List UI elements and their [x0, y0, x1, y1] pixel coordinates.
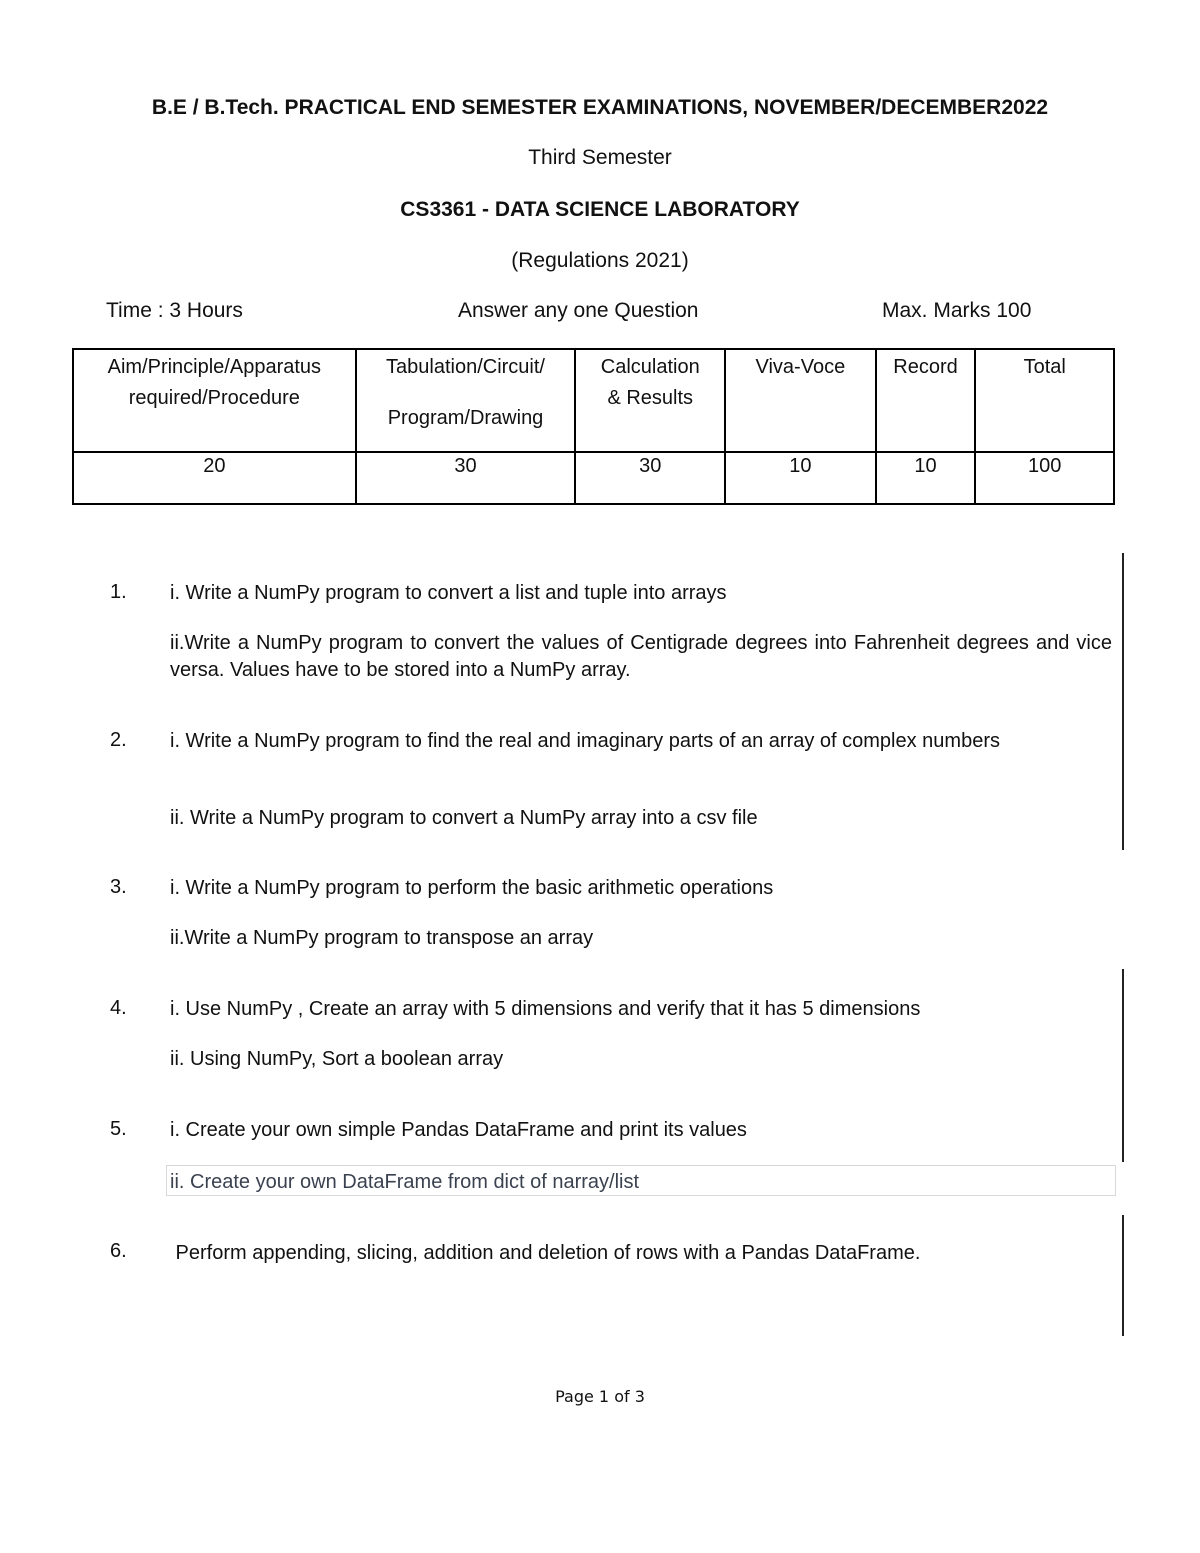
question-part: i. Write a NumPy program to perform the basic arithmetic operations [170, 877, 774, 899]
course-title: CS3361 - DATA SCIENCE LABORATORY [400, 198, 800, 221]
question-part: i. Create your own simple Pandas DataFrame and print its values [170, 1119, 747, 1141]
question-part: Perform appending, slicing, addition and deletion of rows with a Pandas DataFrame. [170, 1242, 921, 1264]
value-cell: 30 [575, 452, 725, 504]
question-number: 6. [110, 1240, 127, 1262]
marks-header-row [73, 349, 1114, 452]
revision-bar [1122, 1215, 1124, 1336]
question-number: 5. [110, 1118, 127, 1140]
time-label: Time : 3 Hours [106, 299, 243, 322]
regulations-label: (Regulations 2021) [511, 249, 689, 272]
value-cell: 10 [725, 452, 875, 504]
question-number: 4. [110, 997, 127, 1019]
question-part: ii.Write a NumPy program to transpose an array [170, 927, 594, 949]
semester-label: Third Semester [528, 146, 672, 169]
revision-bar [1122, 969, 1124, 1162]
value-cell: 30 [356, 452, 576, 504]
question-part: ii.Write a NumPy program to convert the values of Centigrade degrees into Fahrenheit degrees and vice versa. Values have to be stored into a NumPy array. [170, 632, 1112, 681]
question-part: i. Write a NumPy program to find the real and imaginary parts of an array of complex numbers [170, 730, 1000, 752]
question-number: 2. [110, 729, 127, 751]
page-footer: Page 1 of 3 [555, 1387, 645, 1406]
value-cell: 100 [975, 452, 1114, 504]
value-cell: 10 [876, 452, 976, 504]
instruction-label: Answer any one Question [458, 299, 699, 322]
question-part: ii. Using NumPy, Sort a boolean array [170, 1048, 504, 1070]
header-cell-tabulation: Tabulation/Circuit/ Program/Drawing [356, 349, 576, 452]
question-part: ii. Create your own DataFrame from dict of narray/list [170, 1171, 640, 1193]
header-cell-record: Record [876, 349, 976, 452]
marks-table [72, 348, 1115, 505]
header-cell-aim: Aim/Principle/Apparatus required/Procedure [73, 349, 356, 452]
question-part: i. Use NumPy , Create an array with 5 dimensions and verify that it has 5 dimensions [170, 998, 921, 1020]
max-marks-label: Max. Marks 100 [882, 299, 1032, 322]
question-number: 1. [110, 581, 127, 603]
question-number: 3. [110, 876, 127, 898]
header-cell-total: Total [975, 349, 1114, 452]
marks-values-row [73, 452, 1114, 504]
question-part: ii. Write a NumPy program to convert a NumPy array into a csv file [170, 807, 758, 829]
header-cell-calculation: Calculation & Results [575, 349, 725, 452]
header-cell-viva: Viva-Voce [725, 349, 875, 452]
value-cell: 20 [73, 452, 356, 504]
question-part: i. Write a NumPy program to convert a list and tuple into arrays [170, 582, 727, 604]
revision-bar [1122, 553, 1124, 850]
exam-title: B.E / B.Tech. PRACTICAL END SEMESTER EXAMINATIONS, NOVEMBER/DECEMBER2022 [151, 96, 1049, 119]
